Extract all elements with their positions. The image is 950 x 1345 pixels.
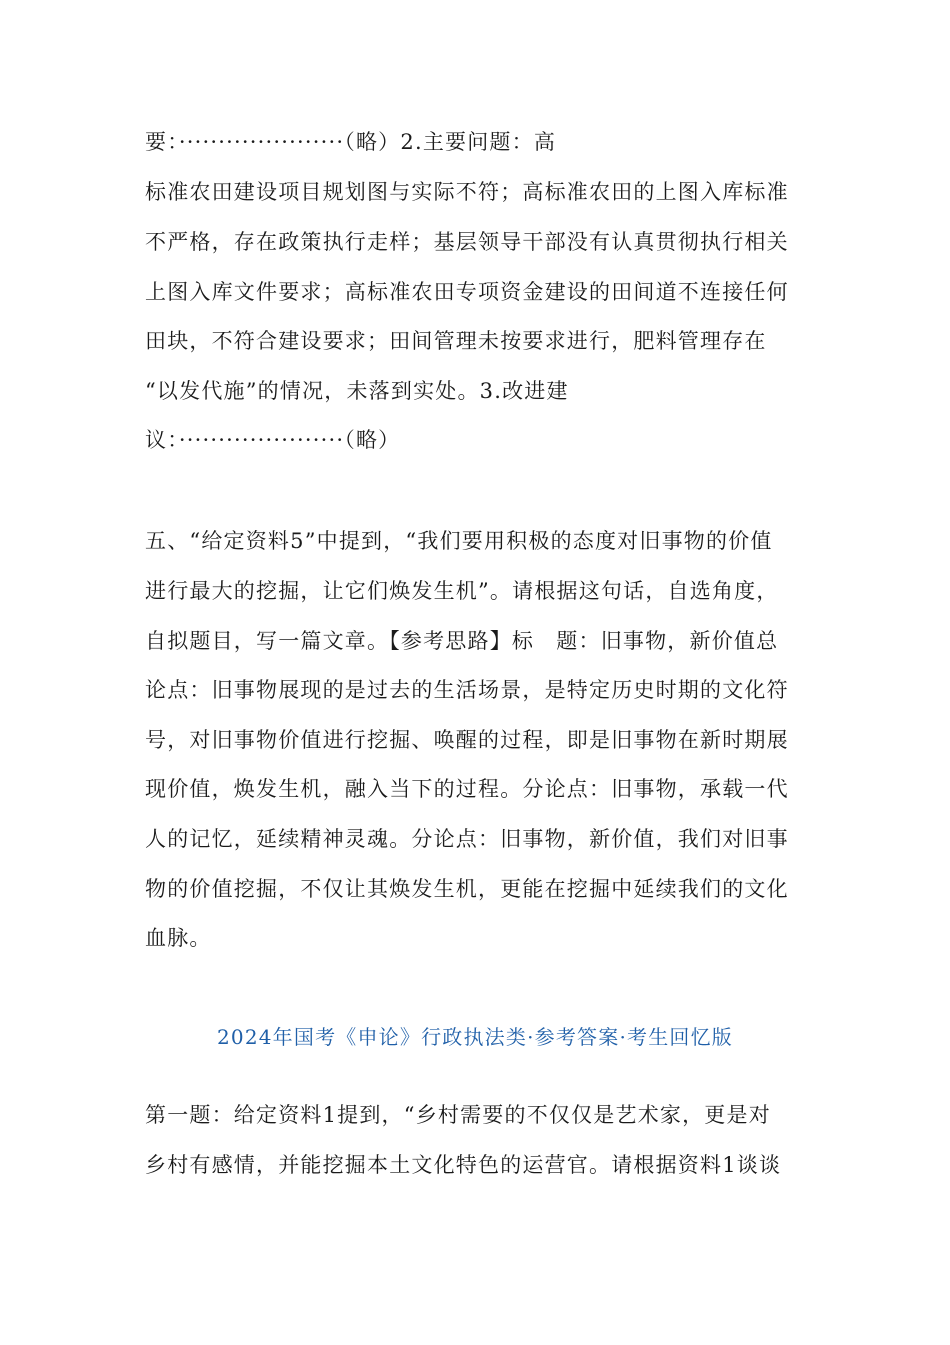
paragraph-line: 五、“给定资料5”中提到，“我们要用积极的态度对旧事物的价值 bbox=[145, 529, 773, 553]
paragraph-line: 论点：旧事物展现的是过去的生活场景，是特定历史时期的文化符 bbox=[145, 678, 789, 702]
paragraph-line: 标准农田建设项目规划图与实际不符；高标准农田的上图入库标准 bbox=[145, 180, 789, 204]
paragraph-line: 号，对旧事物价值进行挖掘、唤醒的过程，即是旧事物在新时期展 bbox=[145, 728, 789, 752]
paragraph-line: 人的记忆，延续精神灵魂。分论点：旧事物，新价值，我们对旧事 bbox=[145, 827, 789, 851]
paragraph-line: “以发代施”的情况，未落到实处。3.改进建 bbox=[145, 379, 569, 403]
paragraph-line: 不严格，存在政策执行走样；基层领导干部没有认真贯彻执行相关 bbox=[145, 230, 789, 254]
paragraph-line: 物的价值挖掘，不仅让其焕发生机，更能在挖掘中延续我们的文化 bbox=[145, 877, 789, 901]
paragraph-line: 乡村有感情，并能挖掘本土文化特色的运营官。请根据资料1谈谈 bbox=[145, 1153, 782, 1177]
paragraph-line: 议：·····················（略） bbox=[145, 428, 401, 452]
paragraph-line: 第一题：给定资料1提到，“乡村需要的不仅仅是艺术家，更是对 bbox=[145, 1103, 771, 1127]
paragraph-line: 要：·····················（略）2.主要问题：高 bbox=[145, 130, 557, 154]
section-heading: 2024年国考《申论》行政执法类·参考答案·考生回忆版 bbox=[216, 1025, 733, 1049]
paragraph-line: 上图入库文件要求；高标准农田专项资金建设的田间道不连接任何 bbox=[145, 280, 789, 304]
paragraph-line: 自拟题目，写一篇文章。【参考思路】标 题：旧事物，新价值总 bbox=[145, 629, 779, 653]
paragraph-line: 田块，不符合建设要求；田间管理未按要求进行，肥料管理存在 bbox=[145, 329, 767, 353]
paragraph-line: 现价值，焕发生机，融入当下的过程。分论点：旧事物，承载一代 bbox=[145, 777, 789, 801]
paragraph-line: 血脉。 bbox=[145, 926, 212, 950]
paragraph-line: 进行最大的挖掘，让它们焕发生机”。请根据这句话，自选角度， bbox=[145, 579, 779, 603]
